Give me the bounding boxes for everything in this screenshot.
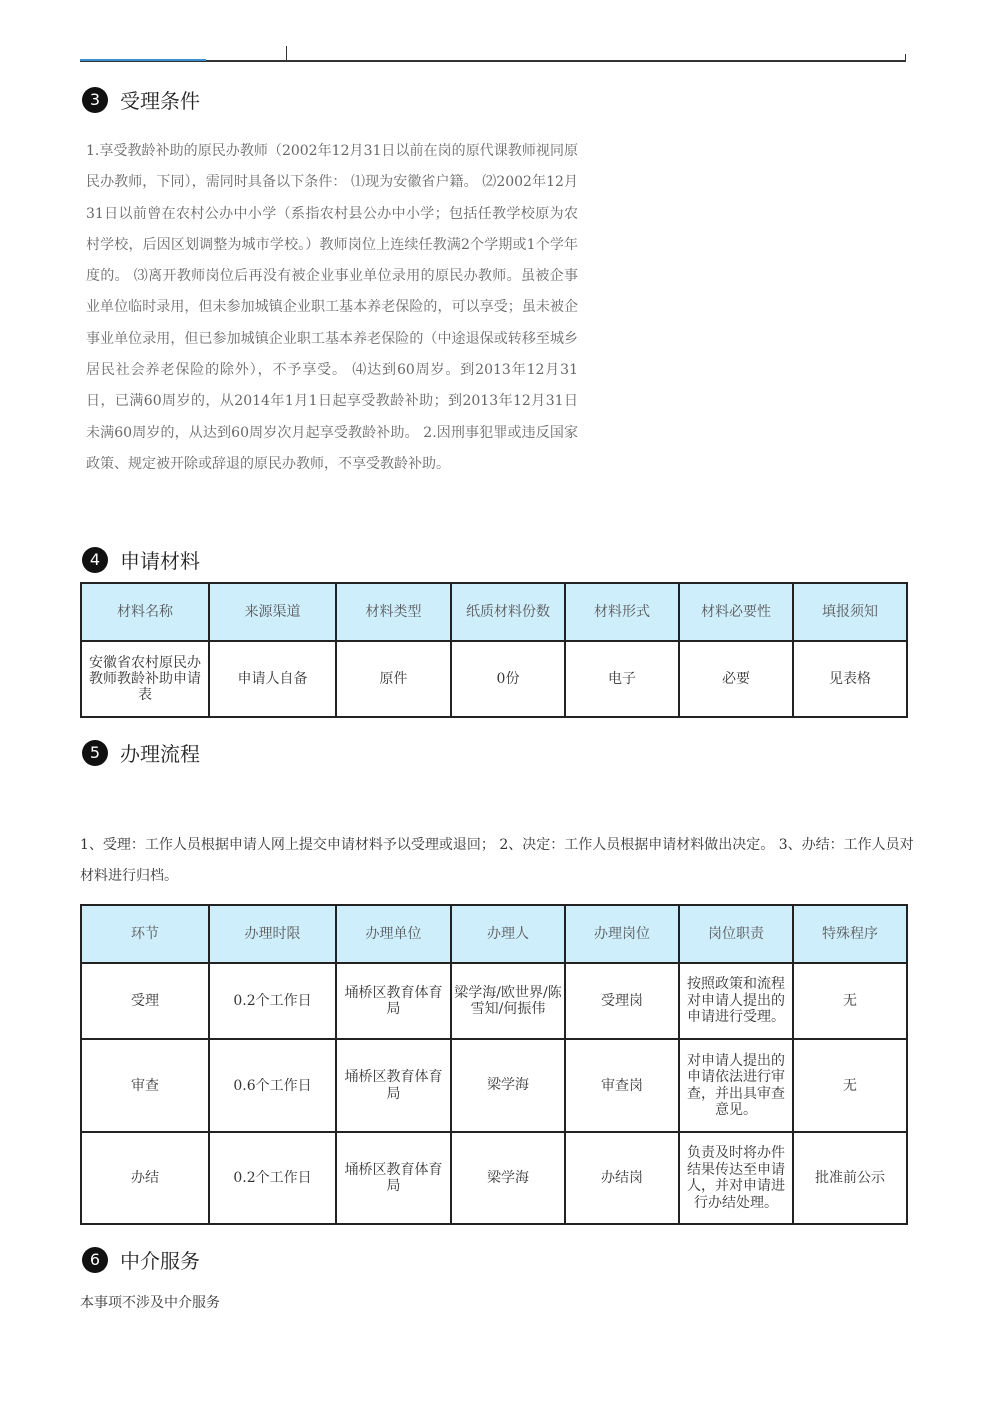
- section-heading-process: [82, 738, 200, 767]
- table-cell: 无: [793, 963, 907, 1039]
- table-header-cell: 办理岗位: [565, 905, 679, 963]
- section-number-badge: 5: [82, 740, 108, 766]
- process-table: [80, 904, 908, 1225]
- table-cell: 按照政策和流程对申请人提出的申请进行受理。: [679, 963, 793, 1039]
- table-cell: 埇桥区教育体育局: [336, 963, 451, 1039]
- table-row: [81, 641, 907, 717]
- section-number-badge: 3: [82, 87, 108, 113]
- table-header-cell: 办理时限: [209, 905, 336, 963]
- table-cell: 审查: [81, 1039, 209, 1132]
- table-cell: 办结岗: [565, 1132, 679, 1224]
- section-number-badge: 4: [82, 547, 108, 573]
- table-header-cell: 材料形式: [565, 583, 679, 641]
- table-cell: 梁学海/欧世界/陈雪知/何振伟: [451, 963, 565, 1039]
- conditions-paragraph: 1.享受教龄补助的原民办教师（2002年12月31日以前在岗的原代课教师视同原民办教师，下同），需同时具备以下条件： ⑴现为安徽省户籍。 ⑵2002年12月31日以前曾在农村公办中小学（系指农村县公办中小学；包括任教学校原为农村学校，后因区划调整为城市学校。）教师岗位上连续任教满2个学期或1个学年度的。 ⑶离开教师岗位后再没有被企业事业单位录用的原民办教师。虽被企事业单位临时录用，但未参加城镇企业职工基本养老保险的，可以享受；虽未被企事业单位录用，但已参加城镇企业职工基本养老保险的（中途退保或转移至城乡居民社会养老保险的除外），不予享受。 ⑷达到60周岁。到2013年12月31日，已满60周岁的，从2014年1月1日起享受教龄补助；到2013年12月31日未满60周岁的，从达到60周岁次月起享受教龄补助。 2.因刑事犯罪或违反国家政策、规定被开除或辞退的原民办教师，不享受教龄补助。: [86, 143, 578, 472]
- section-title: 受理条件: [120, 89, 200, 113]
- table-cell: 无: [793, 1039, 907, 1132]
- table-cell: 申请人自备: [209, 641, 336, 717]
- section-title: 中介服务: [120, 1249, 200, 1273]
- divider-tick: [286, 46, 287, 61]
- table-cell: 梁学海: [451, 1039, 565, 1132]
- table-cell: 埇桥区教育体育局: [336, 1132, 451, 1224]
- table-cell: 批准前公示: [793, 1132, 907, 1224]
- table-cell: 0.6个工作日: [209, 1039, 336, 1132]
- table-cell: 埇桥区教育体育局: [336, 1039, 451, 1132]
- table-header-cell: 材料类型: [336, 583, 451, 641]
- process-paragraph: 1、受理：工作人员根据申请人网上提交申请材料予以受理或退回； 2、决定：工作人员根据申请材料做出决定。 3、办结：工作人员对材料进行归档。: [80, 837, 914, 884]
- table-header-row: [81, 583, 907, 641]
- table-header-cell: 填报须知: [793, 583, 907, 641]
- table-cell: 安徽省农村原民办教师教龄补助申请表: [81, 641, 209, 717]
- table-row: [81, 963, 907, 1039]
- section-title: 申请材料: [120, 549, 200, 573]
- table-header-cell: 办理单位: [336, 905, 451, 963]
- table-cell: 0.2个工作日: [209, 1132, 336, 1224]
- materials-table: [80, 582, 908, 718]
- table-header-cell: 办理人: [451, 905, 565, 963]
- table-row: [81, 1132, 907, 1224]
- table-cell: 受理: [81, 963, 209, 1039]
- table-header-cell: 特殊程序: [793, 905, 907, 963]
- table-cell: 梁学海: [451, 1132, 565, 1224]
- top-divider: [80, 60, 906, 62]
- section-heading-materials: [82, 545, 200, 574]
- section-number-badge: 6: [82, 1247, 108, 1273]
- section-heading-conditions: [82, 85, 200, 114]
- table-header-cell: 来源渠道: [209, 583, 336, 641]
- table-cell: 必要: [679, 641, 793, 717]
- agency-paragraph: 本事项不涉及中介服务: [80, 1295, 220, 1311]
- table-header-row: [81, 905, 907, 963]
- table-header-cell: 材料必要性: [679, 583, 793, 641]
- table-cell: 0份: [451, 641, 565, 717]
- table-header-cell: 纸质材料份数: [451, 583, 565, 641]
- table-cell: 审查岗: [565, 1039, 679, 1132]
- section-title: 办理流程: [120, 742, 200, 766]
- table-cell: 办结: [81, 1132, 209, 1224]
- table-header-cell: 材料名称: [81, 583, 209, 641]
- table-header-cell: 岗位职责: [679, 905, 793, 963]
- table-cell: 见表格: [793, 641, 907, 717]
- table-header-cell: 环节: [81, 905, 209, 963]
- table-cell: 受理岗: [565, 963, 679, 1039]
- table-cell: 负责及时将办件结果传达至申请人，并对申请进行办结处理。: [679, 1132, 793, 1224]
- divider-tick-right: [905, 54, 906, 61]
- table-row: [81, 1039, 907, 1132]
- table-cell: 原件: [336, 641, 451, 717]
- table-cell: 电子: [565, 641, 679, 717]
- table-cell: 0.2个工作日: [209, 963, 336, 1039]
- section-heading-agency: [82, 1245, 200, 1274]
- table-cell: 对申请人提出的申请依法进行审查，并出具审查意见。: [679, 1039, 793, 1132]
- divider-accent: [80, 59, 206, 61]
